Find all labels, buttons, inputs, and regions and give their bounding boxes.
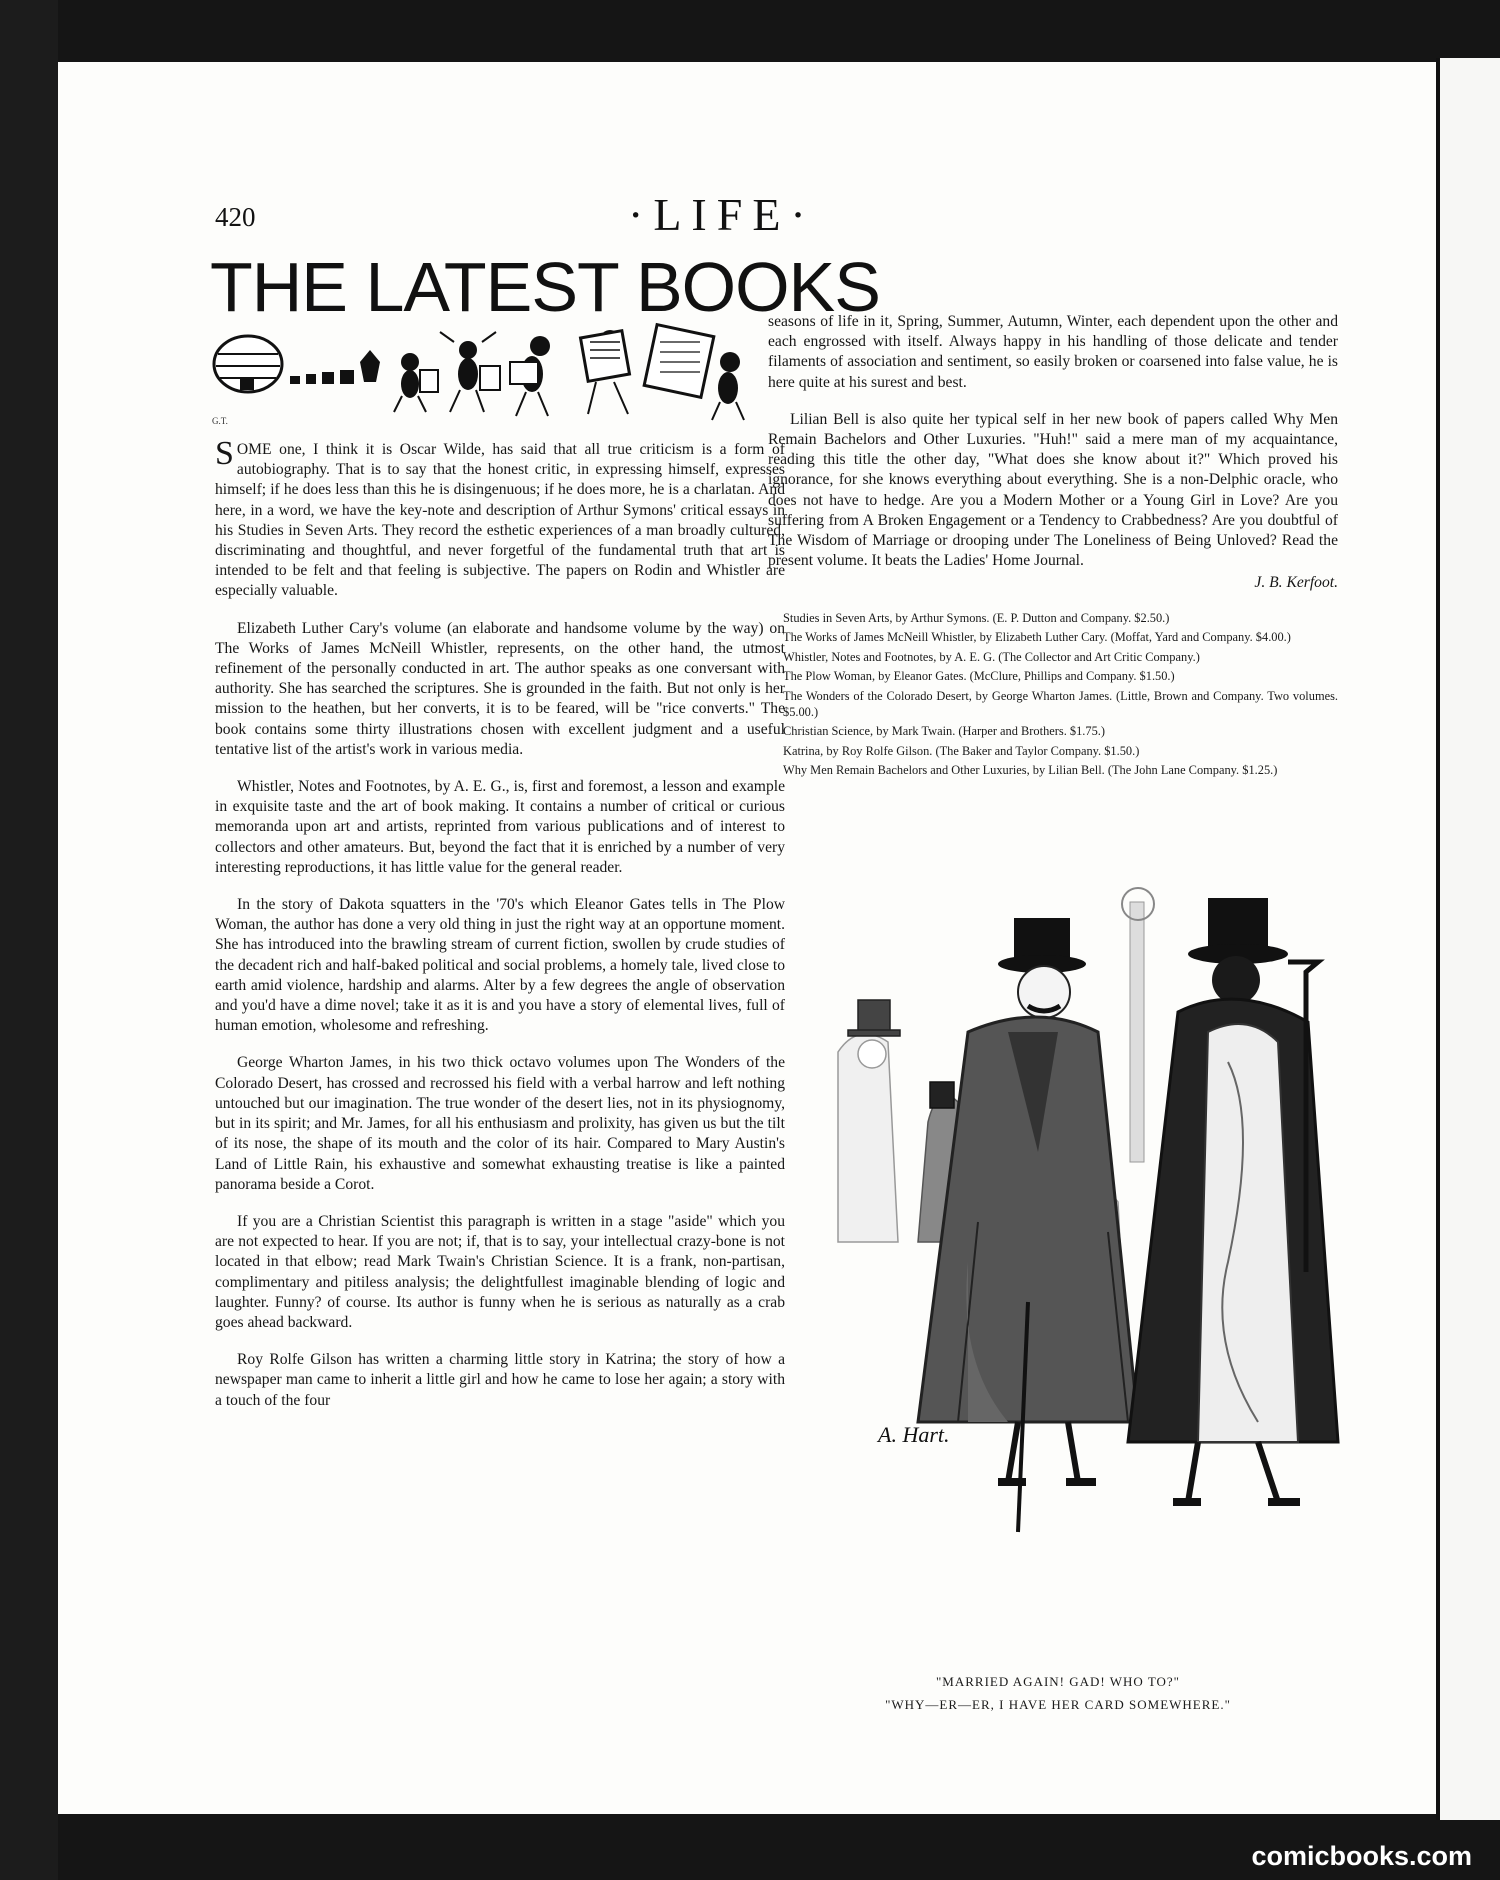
book-list-item: Why Men Remain Bachelors and Other Luxuries, by Lilian Bell. (The John Lane Company. $1.25.) xyxy=(783,763,1278,778)
magazine-page xyxy=(58,62,1436,1814)
man-in-greatcoat xyxy=(918,918,1138,1532)
paragraph-text: OME one, I think it is Oscar Wilde, has said that all true criticism is a form of autobiography. That is to say that the honest critic, in expressing himself, expresses himself; if he does less than this he is disingenuous; if he does more, he is a charlatan. And here, in a word, we have the key-note and description of Arthur Symons' critical essays in his Studies in Seven Arts. They record the esthetic experiences of a man broadly cultured, discriminating and thoughtful, and never forgetful of the fundamental truth that art is intended to be felt and that feeling is subjective. The papers on Rodin and Whistler are especially valuable. xyxy=(215,441,785,600)
cartoon-caption xyxy=(778,1670,1338,1716)
book-list-item: The Plow Woman, by Eleanor Gates. (McClure, Phillips and Company. $1.50.) xyxy=(783,669,1175,684)
man-with-cane xyxy=(1128,898,1338,1502)
fly-with-book-3 xyxy=(510,336,550,416)
book-list-item: Christian Science, by Mark Twain. (Harper and Brothers. $1.75.) xyxy=(783,724,1106,739)
left-column xyxy=(215,435,785,1428)
paragraph-christian-science: If you are a Christian Scientist this paragraph is written in a stage "aside" which you are not expected to hear. If you are not; if, that is to say, your intellectual crazy-bone is not located in that elbow; read Mark Twain's Christian Science. It is a frank, non-partisan, complimentary and pitiless analysis; the delightfullest imaginable blending of logic and laughter. Funny? of course. Its author is funny when he is serious as naturally as a crab goes ahead backward. xyxy=(215,1212,785,1331)
cartoon-illustration xyxy=(818,882,1348,1562)
caption-line-1: "MARRIED AGAIN! GAD! WHO TO?" xyxy=(936,1674,1180,1689)
paragraph-whistler-notes: Whistler, Notes and Footnotes, by A. E. G., is, first and foremost, a lesson and example in exquisite taste and the art of book making. It contains a number of critical or curious memoranda upon art and artists, reprinted from various publications and of interest to collectors and other amateurs. But, beyond the fact that it is enriched by a number of very interesting reproductions, it has little value for the general reader. xyxy=(215,778,785,876)
drop-cap: S xyxy=(215,435,234,472)
fly-with-book-1 xyxy=(394,353,438,412)
reviewer-signature: J. B. Kerfoot. xyxy=(1254,574,1338,592)
paragraph-plow-woman: In the story of Dakota squatters in the '70's which Eleanor Gates tells in The Plow Woman, the author has done a very old thing in just the right way at an opportune moment. She has introduced into the brawling stream of current fiction, swollen by crude studies of the decadent rich and half-baked political and social problems, a homely tale, lived close to earth amid violence, hardship and alarms. Alter by a few degrees the angle of observation and you'd have a dime novel; take it as it is and you have a story of elemental lives, full of human emotion, wholesome and refreshing. xyxy=(215,896,785,1035)
title-block xyxy=(210,248,880,442)
watermark: comicbooks.com xyxy=(1251,1841,1472,1871)
fly-with-book-5 xyxy=(644,325,744,420)
book-list-item: Whistler, Notes and Footnotes, by A. E. G. (The Collector and Art Critic Company.) xyxy=(783,649,1200,664)
right-column xyxy=(768,312,1338,783)
book-list-item: Katrina, by Roy Rolfe Gilson. (The Baker and Taylor Company. $1.50.) xyxy=(783,743,1140,758)
caption-line-2: "WHY—ER—ER, I HAVE HER CARD SOMEWHERE." xyxy=(885,1697,1231,1712)
paragraph-katrina-continued: seasons of life in it, Spring, Summer, Autumn, Winter, each dependent upon the other and each engrossed with itself. Always happy in his handling of those delicate and tender filaments of association and sentiment, so easily broken or coarsened into false value, he is here quite at his surest and best. xyxy=(768,313,1338,391)
paragraph-lilian-bell: Lilian Bell is also quite her typical self in her new book of papers called Why Men Remain Bachelors and Other Luxuries. "Huh!" said a mere man of my acquaintance, reading this title the other day, "What does she know about it?" Which proved his ignorance, for she knows everything about everything. She is a non-Delphic oracle, who does not have to hedge. Are you a Modern Mother or a Young Girl in Love? Are you suffering from A Broken Engagement or a Tendency to Crabbedness? Are you doubtful of The Wisdom of Marriage or drooping under The Loneliness of Being Unloved? Read the present volume. It beats the Ladies' Home Journal. xyxy=(768,410,1338,570)
artist-signature: A. Hart. xyxy=(878,1422,950,1447)
paragraph-katrina: Roy Rolfe Gilson has written a charming little story in Katrina; the story of how a newspaper man came to inherit a little girl and how he came to lose her again; a story with a touch of the four xyxy=(215,1351,785,1409)
illustrator-signature: G.T. xyxy=(212,416,228,426)
beehive-icon xyxy=(214,336,282,392)
book-list-item: The Wonders of the Colorado Desert, by George Wharton James. (Little, Brown and Company. Two volumes. $5.00.) xyxy=(783,689,1338,719)
paragraph-oscar-wilde xyxy=(215,435,785,602)
book-list-item: Studies in Seven Arts, by Arthur Symons. (E. P. Dutton and Company. $2.50.) xyxy=(783,610,1170,625)
insects-carrying-books-illustration xyxy=(210,322,810,432)
fly-with-book-2 xyxy=(440,332,500,412)
book-list xyxy=(768,611,1338,779)
section-title: THE LATEST BOOKS xyxy=(210,248,880,326)
fly-with-book-4 xyxy=(580,330,629,414)
page-number: 420 xyxy=(215,202,256,232)
adjacent-page-edge xyxy=(1436,58,1500,1820)
magazine-title: ·LIFE· xyxy=(628,189,816,240)
book-list-item: The Works of James McNeill Whistler, by Elizabeth Luther Cary. (Moffat, Yard and Company. $4.00.) xyxy=(783,630,1291,645)
paragraph-whistler-cary: Elizabeth Luther Cary's volume (an elaborate and handsome volume by the way) on The Works of James McNeill Whistler, represents, on the other hand, the utmost refinement of the personally conducted in art. The author speaks as one conversant with authority. She has searched the scriptures. She is grounded in the faith. But not only is her mission to the heathen, but her converts, it is to be feared, will be "rice converts." The book contains some thirty illustrations chosen with excellent judgment and a useful tentative list of the artist's work in various media. xyxy=(215,619,785,758)
paragraph-colorado-desert: George Wharton James, in his two thick octavo volumes upon The Wonders of the Colorado Desert, has crossed and recrossed his field with a verbal harrow and left nothing untouched but our imagination. The true wonder of the desert lies, not in its physiognomy, but in its spirit; and Mr. James, for all his enthusiasm and prolixity, has given us but the tilt of its nose, the shape of its mouth and the color of its hair. Compared to Mary Austin's Land of Little Rain, his exhaustive and somewhat exhausting treatise is like a painted panorama beside a Corot. xyxy=(215,1054,785,1193)
scan-border xyxy=(0,0,58,1880)
